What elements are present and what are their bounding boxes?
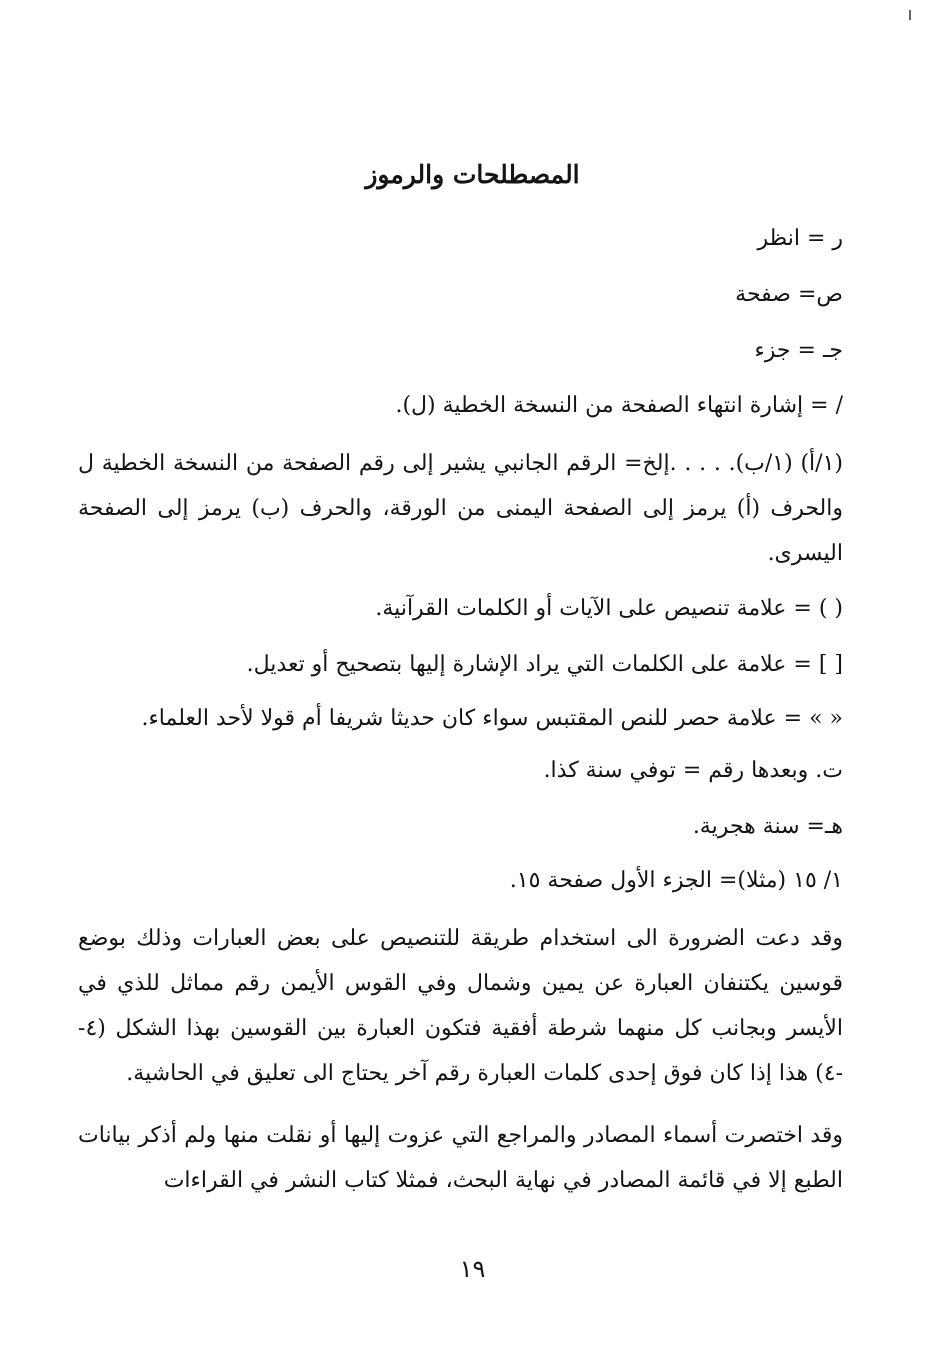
abbr-death: ت. وبعدها رقم = توفي سنة كذا. — [543, 758, 843, 783]
bracket-quran: ( ) = علامة تنصيص على الآيات أو الكلمات القرآنية. — [375, 596, 843, 621]
symbol-see: ر = انظر — [757, 226, 843, 251]
folio-explanation: (١/أ) (١/ب). . . . .إلخ= الرقم الجانبي يشير إلى رقم الصفحة من النسخة الخطية ل والحرف (أ) يرمز إلى الصفحة اليمنى من الورقة، والحرف (ب) يرمز إلى الصفحة اليسرى. — [78, 451, 843, 566]
page-title: المصطلحات والرموز — [365, 160, 580, 189]
body-paragraph-sources: وقد اختصرت أسماء المصادر والمراجع التي عزوت إليها أو نقلت منها ولم أذكر بيانات الطبع إلا في قائمة المصادر في نهاية البحث، فمثلا كتاب النشر في القراءات — [78, 1123, 843, 1193]
abbr-hijri: هـ= سنة هجرية. — [692, 814, 843, 839]
symbol-part: جـ = جزء — [754, 338, 843, 363]
symbol-page-end: / = إشارة انتهاء الصفحة من النسخة الخطية (ل). — [395, 393, 843, 418]
symbol-page: ص= صفحة — [735, 282, 843, 307]
body-paragraph-quotes: وقد دعت الضرورة الى استخدام طريقة للتنصيص على بعض العبارات وذلك بوضع قوسين يكتنفان العبارة عن يمين وشمال وفي القوس الأيمن رقم مماثل للذي في الأيسر وبجانب كل منهما شرطة أفقية فتكون العبارة بين القوسين بهذا الشكل (٤- -٤) هذا إذا كان فوق إحدى كلمات العبارة رقم آخر يحتاج الى تعليق في الحاشية. — [78, 926, 843, 1086]
bracket-quotation: « » = علامة حصر للنص المقتبس سواء كان حديثا شريفا أم قولا لأحد العلماء. — [141, 706, 843, 731]
corner-mark — [905, 10, 915, 20]
bracket-correction: [ ] = علامة على الكلمات التي يراد الإشارة إليها بتصحيح أو تعديل. — [246, 652, 843, 677]
abbr-example: ١/ ١٥ (مثلا)= الجزء الأول صفحة ١٥. — [509, 868, 843, 893]
page-number: ١٩ — [459, 1255, 486, 1283]
